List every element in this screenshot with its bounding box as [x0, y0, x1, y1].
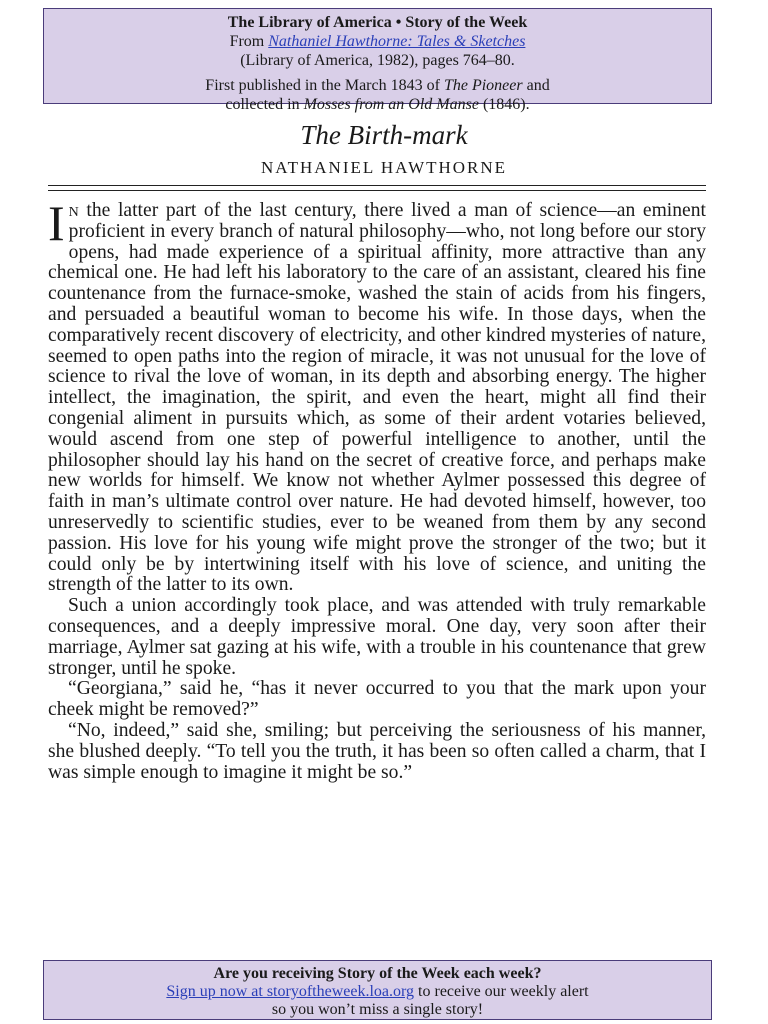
source-line: [44, 32, 711, 51]
signup-line: [44, 983, 711, 1001]
paragraph-2: Such a union accordingly took place, and was attended with truly remarkable consequences, and a deeply impressive moral. One day, very soon after their marriage, Aylmer sat gazing at his wife, with a trouble in his countenance that grew stronger, until he spoke.: [48, 595, 706, 679]
paragraph-1-text: the latter part of the last century, there lived a man of science—an eminent proficient in every branch of natural philosophy—who, not long before our story opens, had made experience of a spiritual affinity, more attractive than any chemical one. He had left his laboratory to the care of an assistant, cleared his fine countenance from the furnace-smoke, washed the stain of acids from his fingers, and persuaded a beautiful woman to become his wife. In those days, when the comparatively recent discovery of electricity, and other kindred mysteries of nature, seemed to open paths into the region of miracle, it was not unusual for the love of science to rival the love of woman, in its depth and absorbing energy. The higher intellect, the imagination, the spirit, and even the heart, might all find their congenial aliment in pursuits which, as some of their ardent votaries believed, would ascend from one step of powerful intelligence to another, until the philosopher should lay his hand on the secret of creative force, and perhaps make new worlds for himself. We know not whether Aylmer possessed this degree of faith in man’s ultimate control over nature. He had devoted himself, however, too unreservedly to scientific studies, ever to be weaned from them by any second passion. His love for his young wife might prove the stronger of the two; but it could only be by intertwining itself with his love of science, and uniting the strength of the latter to its own.: [48, 200, 706, 596]
collected-line: [44, 95, 711, 114]
publication-line: [44, 76, 711, 95]
signup-closing: so you won’t miss a single story!: [271, 1001, 484, 1018]
pub-mid: and: [522, 77, 550, 94]
signup-rest: to receive our weekly alert: [414, 983, 589, 1000]
collected-prefix: collected in: [225, 96, 304, 113]
series-title: The Library of America • Story of the Week: [227, 14, 528, 31]
book-link[interactable]: Nathaniel Hawthorne: Tales & Sketches: [268, 33, 526, 50]
paragraph-4: “No, indeed,” said she, smiling; but perceiving the seriousness of his manner, she blushed deeply. “To tell you the truth, it has been so often called a charm, that I was simple enough to imagine it might be so.”: [48, 719, 706, 783]
opening-small-caps: n: [68, 200, 79, 221]
title-divider: [48, 185, 706, 186]
drop-cap: I: [48, 195, 65, 251]
pub-prefix: First published in the March 1843 of: [205, 77, 444, 94]
story-body: [48, 195, 706, 783]
source-prefix: From: [229, 33, 269, 50]
collected-suffix: (1846).: [478, 96, 530, 113]
header-box: [43, 8, 712, 113]
pages-line: (Library of America, 1982), pages 764–80.: [240, 52, 515, 69]
story-author: NATHANIEL HAWTHORNE: [260, 158, 508, 177]
paragraph-3: “Georgiana,” said he, “has it never occurred to you that the mark upon your cheek might be removed?”: [48, 678, 706, 721]
story-title: The Birth-mark: [300, 120, 468, 150]
subscription-question: Are you receiving Story of the Week each week?: [213, 965, 542, 982]
collected-title: Mosses from an Old Manse: [303, 96, 479, 113]
footer-box: [43, 960, 712, 1020]
paragraph-1: [48, 195, 706, 596]
signup-link[interactable]: Sign up now at storyoftheweek.loa.org: [166, 983, 415, 1000]
title-divider-lower: [48, 190, 706, 191]
pub-journal: The Pioneer: [443, 77, 523, 94]
